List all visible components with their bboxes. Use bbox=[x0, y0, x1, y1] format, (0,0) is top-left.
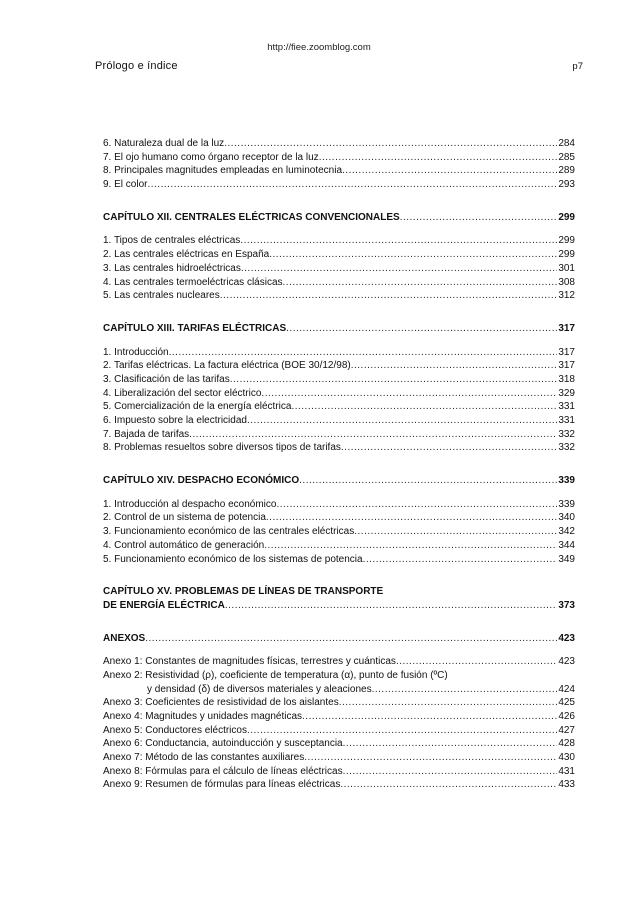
toc-entry[interactable] bbox=[103, 234, 575, 248]
toc-entry-title: 4. Las centrales termoeléctricas clásicas bbox=[103, 276, 283, 288]
table-of-contents bbox=[103, 137, 575, 792]
dot-leader bbox=[342, 164, 557, 178]
chapter-heading-xv[interactable] bbox=[103, 599, 575, 613]
dot-leader bbox=[302, 710, 557, 724]
chapter-title: CAPÍTULO XIII. TARIFAS ELÉCTRICAS bbox=[103, 322, 287, 334]
toc-entry[interactable] bbox=[103, 289, 575, 303]
dot-leader bbox=[351, 359, 558, 373]
dot-leader bbox=[340, 778, 557, 792]
toc-entry-page: 312 bbox=[558, 290, 575, 302]
toc-entry-title: 3. Las centrales hidroeléctricas bbox=[103, 262, 241, 274]
toc-entry-continuation[interactable] bbox=[103, 683, 575, 697]
dot-leader bbox=[372, 683, 558, 697]
toc-entry[interactable] bbox=[103, 248, 575, 262]
dot-leader bbox=[269, 248, 557, 262]
dot-leader bbox=[266, 511, 557, 525]
dot-leader bbox=[276, 498, 557, 512]
toc-entry[interactable] bbox=[103, 164, 575, 178]
toc-entry-title: 2. Las centrales eléctricas en España bbox=[103, 249, 270, 261]
toc-entry-title: 2. Control de un sistema de potencia bbox=[103, 512, 266, 524]
toc-entry-page: 284 bbox=[558, 138, 575, 149]
toc-entry[interactable] bbox=[103, 751, 575, 765]
toc-entry-page: 423 bbox=[558, 656, 575, 668]
toc-entry-title: 6. Naturaleza dual de la luz bbox=[103, 138, 225, 149]
toc-entry-title: 1. Tipos de centrales eléctricas bbox=[103, 235, 241, 247]
toc-entry[interactable] bbox=[103, 696, 575, 710]
toc-entry-page: 285 bbox=[558, 151, 575, 163]
dot-leader bbox=[400, 211, 558, 225]
toc-entry-page: 426 bbox=[558, 711, 575, 722]
dot-leader bbox=[286, 322, 557, 336]
dot-leader bbox=[291, 400, 557, 414]
toc-entry-title: Anexo 2: Resistividad (ρ), coeficiente de temperatura (α), punto de fusión (ºC) bbox=[103, 669, 448, 681]
dot-leader bbox=[343, 737, 558, 751]
dot-leader bbox=[299, 474, 557, 488]
toc-entry[interactable] bbox=[103, 498, 575, 512]
toc-entry-page: 293 bbox=[558, 179, 575, 191]
toc-entry-page: 428 bbox=[558, 738, 575, 750]
toc-entry-page: 329 bbox=[558, 387, 575, 399]
toc-entry[interactable] bbox=[103, 262, 575, 276]
toc-entry-page: 425 bbox=[558, 697, 575, 709]
chapter-heading-xiii[interactable] bbox=[103, 322, 575, 336]
dot-leader bbox=[283, 276, 558, 290]
toc-entry[interactable] bbox=[103, 553, 575, 567]
toc-entry[interactable] bbox=[103, 387, 575, 401]
toc-entry-page: 340 bbox=[558, 512, 575, 524]
chapter-title: CAPÍTULO XIV. DESPACHO ECONÓMICO bbox=[103, 475, 300, 487]
dot-leader bbox=[339, 696, 558, 710]
toc-entry-title: 8. Problemas resueltos sobre diversos tipos de tarifas bbox=[103, 442, 341, 454]
dot-leader bbox=[230, 373, 558, 387]
toc-entry-page: 424 bbox=[558, 683, 575, 695]
running-title: Prólogo e índice bbox=[95, 60, 178, 72]
toc-entry[interactable] bbox=[103, 778, 575, 792]
dot-leader bbox=[354, 525, 557, 539]
toc-entry-title: 4. Control automático de generación bbox=[103, 539, 265, 551]
chapter-page: 317 bbox=[558, 322, 575, 334]
dot-leader bbox=[264, 539, 557, 553]
toc-entry-title: Anexo 9: Resumen de fórmulas para líneas eléctricas bbox=[103, 779, 341, 791]
toc-entry-page: 317 bbox=[558, 360, 575, 372]
toc-entry[interactable] bbox=[103, 428, 575, 442]
toc-entry[interactable] bbox=[103, 655, 575, 669]
toc-entry-page: 430 bbox=[558, 752, 575, 764]
toc-entry-page: 289 bbox=[558, 165, 575, 177]
toc-entry[interactable] bbox=[103, 525, 575, 539]
toc-entry[interactable] bbox=[103, 373, 575, 387]
toc-entry[interactable] bbox=[103, 724, 575, 738]
toc-entry-page: 339 bbox=[558, 498, 575, 510]
dot-leader bbox=[396, 655, 557, 669]
chapter-heading-xiv[interactable] bbox=[103, 474, 575, 488]
toc-entry-page: 427 bbox=[558, 724, 575, 736]
toc-entry-page: 431 bbox=[558, 765, 575, 777]
toc-entry-title: Anexo 5: Conductores eléctricos bbox=[103, 724, 247, 736]
chapter-page: 373 bbox=[558, 599, 575, 611]
toc-entry-title: Anexo 7: Método de las constantes auxiliares bbox=[103, 752, 305, 764]
toc-entry-page: 318 bbox=[558, 373, 575, 385]
page-number: p7 bbox=[572, 61, 583, 72]
toc-entry-title: 5. Funcionamiento económico de los sistemas de potencia bbox=[103, 553, 363, 565]
dot-leader bbox=[240, 234, 557, 248]
running-header bbox=[95, 60, 583, 72]
toc-entry-title: 5. Las centrales nucleares bbox=[103, 290, 220, 302]
dot-leader bbox=[241, 262, 557, 276]
chapter-page: 339 bbox=[558, 475, 575, 487]
toc-entry-page: 433 bbox=[558, 779, 575, 791]
toc-entry-title: Anexo 8: Fórmulas para el cálculo de líneas eléctricas bbox=[103, 765, 343, 777]
toc-entry-page: 299 bbox=[558, 249, 575, 261]
dot-leader bbox=[341, 441, 557, 455]
dot-leader bbox=[343, 765, 558, 779]
toc-entry[interactable] bbox=[103, 400, 575, 414]
toc-entry-title: 3. Clasificación de las tarifas bbox=[103, 373, 230, 385]
anexos-heading[interactable] bbox=[103, 632, 575, 646]
dot-leader bbox=[261, 387, 557, 401]
dot-leader bbox=[363, 553, 558, 567]
toc-entry-title: 8. Principales magnitudes empleadas en luminotecnia bbox=[103, 165, 343, 177]
toc-entry-page: 299 bbox=[558, 235, 575, 247]
toc-entry-title: Anexo 1: Constantes de magnitudes físicas, terrestres y cuánticas bbox=[103, 656, 396, 668]
toc-entry[interactable] bbox=[103, 346, 575, 360]
source-url[interactable]: http://fiee.zoomblog.com bbox=[267, 42, 371, 53]
chapter-heading-xii[interactable] bbox=[103, 211, 575, 225]
toc-entry-title: 2. Tarifas eléctricas. La factura eléctrica (BOE 30/12/98) bbox=[103, 360, 351, 372]
chapter-title: CAPÍTULO XII. CENTRALES ELÉCTRICAS CONVENCIONALES bbox=[103, 211, 400, 223]
toc-entry-page: 332 bbox=[558, 428, 575, 440]
toc-entry-title: 6. Impuesto sobre la electricidad bbox=[103, 415, 247, 426]
dot-leader bbox=[220, 289, 558, 303]
toc-entry-title: Anexo 3: Coeficientes de resistividad de los aislantes bbox=[103, 697, 339, 709]
chapter-title: DE ENERGÍA ELÉCTRICA bbox=[103, 599, 225, 611]
toc-entry-title: 7. El ojo humano como órgano receptor de la luz bbox=[103, 151, 319, 163]
toc-entry-title: 1. Introducción bbox=[103, 346, 169, 358]
toc-entry[interactable] bbox=[103, 737, 575, 751]
toc-entry[interactable] bbox=[103, 669, 575, 683]
toc-entry-page: 349 bbox=[558, 553, 575, 565]
chapter-title: ANEXOS bbox=[103, 632, 146, 644]
dot-leader bbox=[145, 632, 557, 646]
toc-entry-page: 344 bbox=[558, 539, 575, 551]
chapter-heading-xv-line1[interactable]: CAPÍTULO XV. PROBLEMAS DE LÍNEAS DE TRANSPORTE bbox=[103, 586, 384, 598]
toc-entry[interactable] bbox=[103, 765, 575, 779]
toc-entry-page: 332 bbox=[558, 442, 575, 454]
chapter-page: 423 bbox=[558, 632, 575, 644]
dot-leader bbox=[189, 428, 557, 442]
dot-leader bbox=[224, 137, 557, 151]
toc-entry[interactable] bbox=[103, 414, 575, 428]
toc-entry-title: Anexo 6: Conductancia, autoinducción y susceptancia bbox=[103, 738, 343, 750]
toc-entry[interactable] bbox=[103, 151, 575, 165]
toc-entry[interactable] bbox=[103, 178, 575, 192]
toc-entry[interactable] bbox=[103, 441, 575, 455]
toc-entry-title: y densidad (δ) de diversos materiales y aleaciones bbox=[147, 683, 372, 695]
toc-entry[interactable] bbox=[103, 539, 575, 553]
toc-entry[interactable] bbox=[103, 710, 575, 724]
chapter-page: 299 bbox=[558, 211, 575, 223]
toc-entry-title: 9. El color bbox=[103, 179, 148, 191]
toc-entry-title: 3. Funcionamiento económico de las centrales eléctricas bbox=[103, 526, 355, 538]
toc-entry-title: 5. Comercialización de la energía eléctrica bbox=[103, 401, 292, 413]
toc-entry[interactable] bbox=[103, 359, 575, 373]
toc-entry-title: 4. Liberalización del sector eléctrico bbox=[103, 387, 262, 399]
dot-leader bbox=[147, 178, 557, 192]
toc-entry-title: 1. Introducción al despacho económico bbox=[103, 498, 277, 510]
toc-entry-title: Anexo 4: Magnitudes y unidades magnéticas bbox=[103, 711, 303, 722]
dot-leader bbox=[304, 751, 557, 765]
toc-entry-page: 331 bbox=[558, 415, 575, 426]
dot-leader bbox=[169, 346, 558, 360]
dot-leader bbox=[247, 414, 557, 428]
dot-leader bbox=[319, 151, 558, 165]
toc-entry-page: 331 bbox=[558, 401, 575, 413]
dot-leader bbox=[247, 724, 557, 738]
toc-entry[interactable] bbox=[103, 511, 575, 525]
toc-entry[interactable] bbox=[103, 137, 575, 151]
toc-entry-page: 342 bbox=[558, 526, 575, 538]
toc-entry-page: 301 bbox=[558, 262, 575, 274]
toc-entry[interactable] bbox=[103, 276, 575, 290]
dot-leader bbox=[225, 599, 557, 613]
toc-entry-title: 7. Bajada de tarifas bbox=[103, 428, 190, 440]
toc-entry-page: 317 bbox=[558, 346, 575, 358]
toc-entry-page: 308 bbox=[558, 276, 575, 288]
